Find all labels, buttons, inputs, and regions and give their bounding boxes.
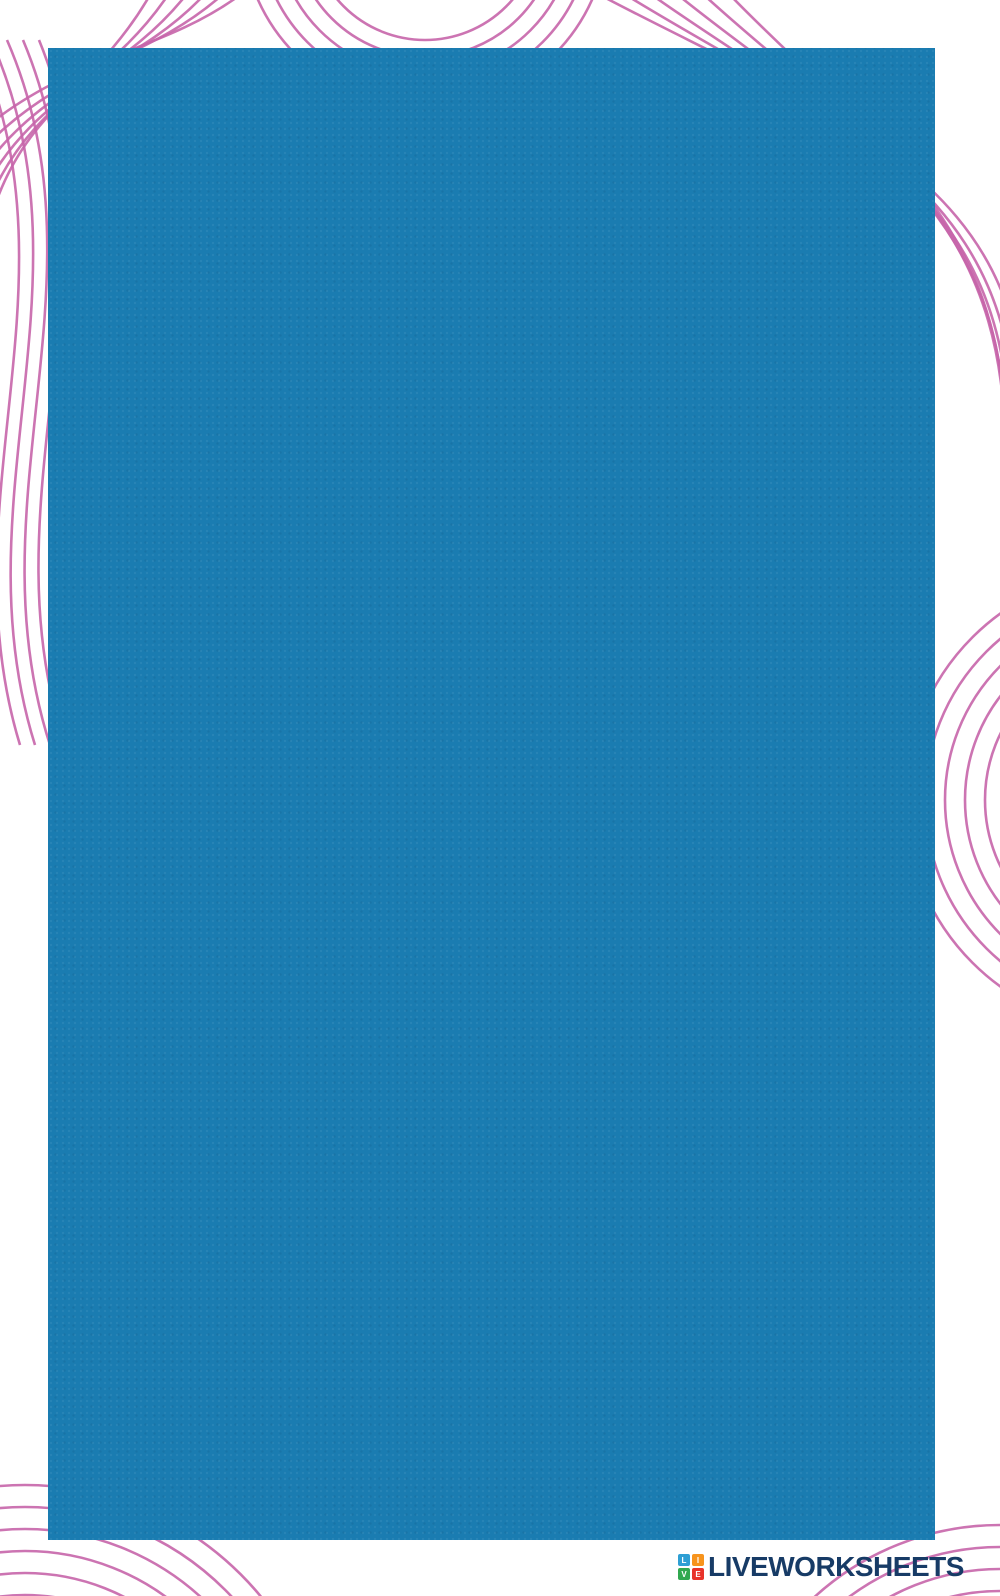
logo-tile-v: V [678,1568,690,1580]
worksheet-panel [48,48,935,1540]
liveworksheets-tiles [678,1554,704,1580]
logo-tile-l: L [678,1554,690,1566]
logo-tile-e: E [692,1568,704,1580]
liveworksheets-logo[interactable] [678,1546,964,1588]
logo-tile-i: I [692,1554,704,1566]
liveworksheets-wordmark: LIVEWORKSHEETS [708,1551,964,1582]
